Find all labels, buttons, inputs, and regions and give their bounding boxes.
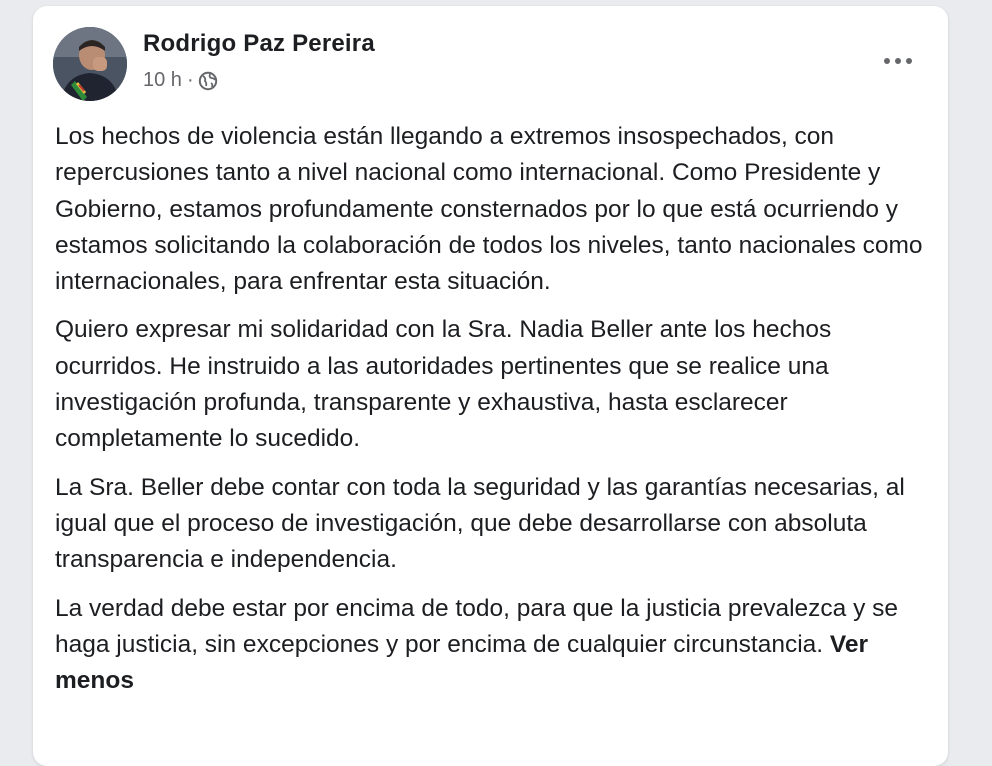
post-paragraph: La Sra. Beller debe contar con toda la seguridad y las garantías necesarias, al igual que el proceso de investigación, que debe desarrollarse con absoluta transparencia e independencia. <box>55 473 905 574</box>
post-paragraph-last <box>55 591 935 700</box>
post-body <box>55 119 935 711</box>
post-meta <box>143 69 218 92</box>
author-name[interactable]: Rodrigo Paz Pereira <box>143 30 375 57</box>
meta-separator: · <box>186 69 194 91</box>
post-paragraph-text: La verdad debe estar por encima de todo, para que la justicia prevalezca y se haga justicia, sin excepciones y por encima de cualquier circunstancia. <box>55 594 899 658</box>
more-options-icon <box>882 57 914 65</box>
post-timestamp[interactable]: 10 h <box>143 69 182 91</box>
avatar-photo <box>53 27 127 101</box>
author-avatar[interactable] <box>53 27 127 101</box>
post-card <box>33 6 948 766</box>
see-less-link[interactable]: Ver menos <box>55 630 869 695</box>
post-paragraph: Los hechos de violencia están llegando a extremos insospechados, con repercusiones tanto a nivel nacional como internacional. Como Presidente y Gobierno, estamos profundamente consternados por lo que está ocurriendo y estamos solicitando la colaboración de todos los niveles, tanto nacionales como internacionales, para enfrentar esta situación. <box>55 123 923 296</box>
post-paragraph: Quiero expresar mi solidaridad con la Sra. Nadia Beller ante los hechos ocurridos. He instruido a las autoridades pertinentes que se realice una investigación profunda, transparente y exhaustiva, hasta esclarecer completamente lo sucedido. <box>55 316 832 453</box>
globe-icon[interactable] <box>198 71 218 91</box>
more-options-button[interactable] <box>878 46 918 76</box>
